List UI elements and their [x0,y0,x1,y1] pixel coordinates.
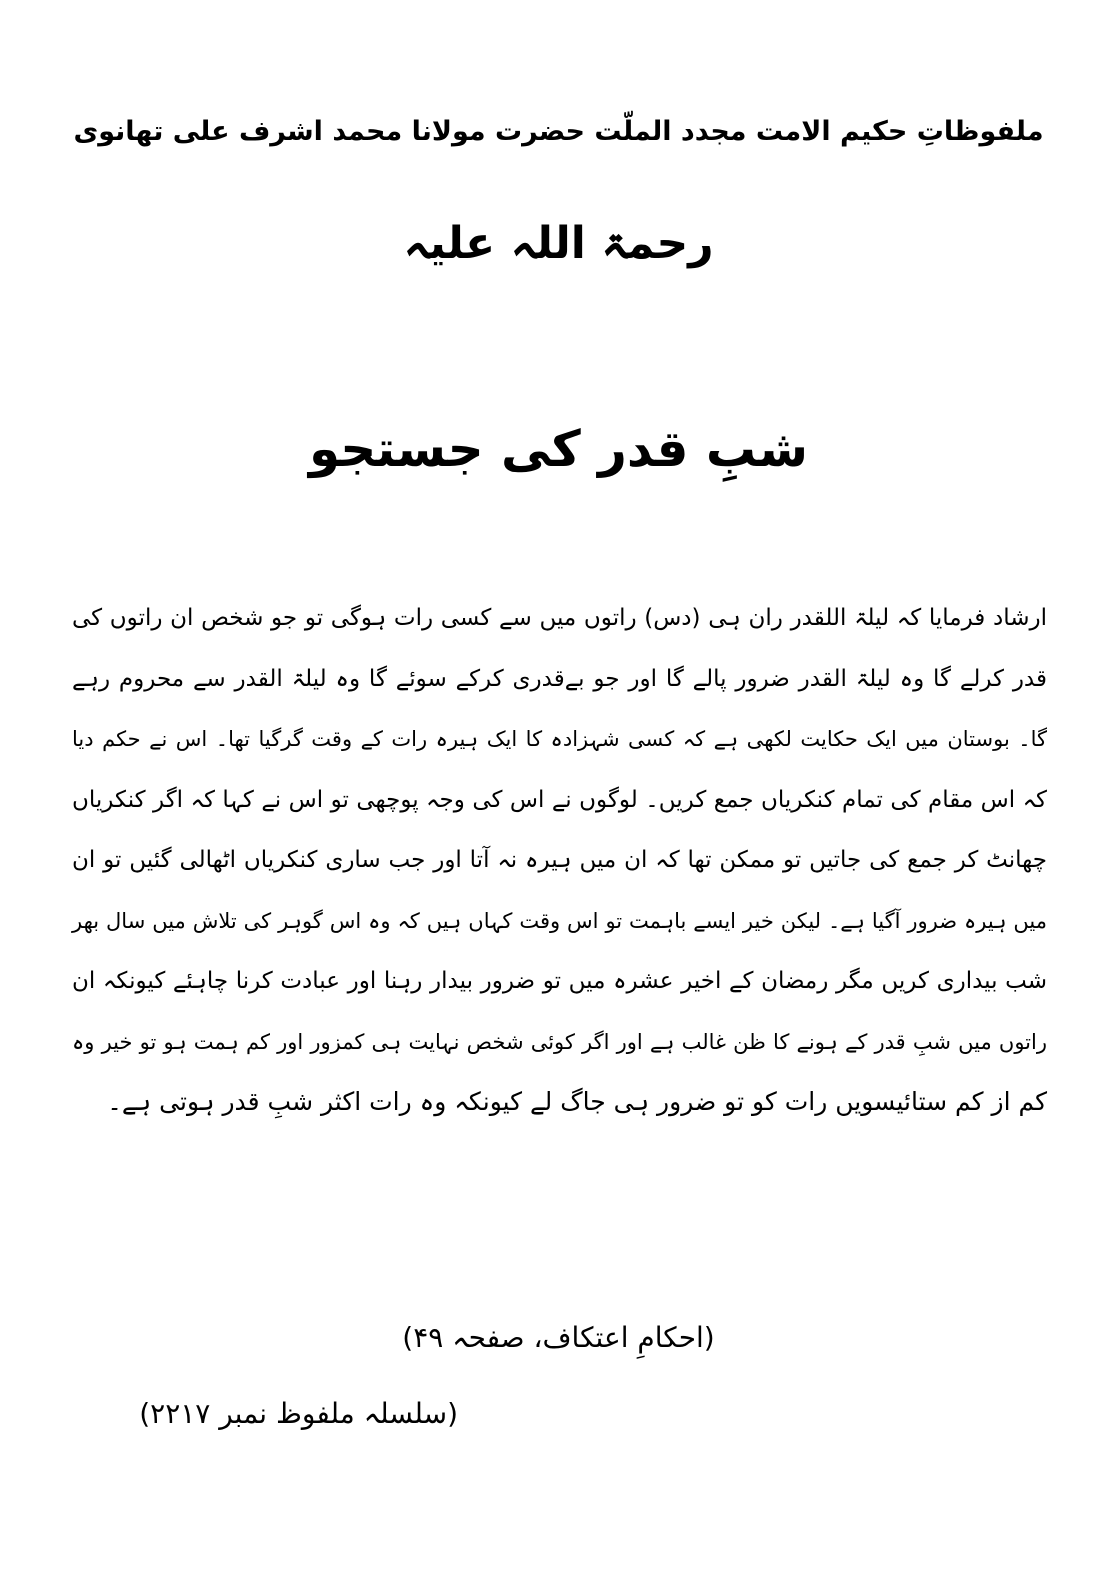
body-line: شب بیداری کریں مگر رمضان کے اخیر عشرہ میں تو ضرور بیدار رہنا اور عبادت کرنا چاہئے کیونکہ ان [72,968,1047,994]
body-line: ارشاد فرمایا کہ لیلۃ اللقدر ران ہی (دس) راتوں میں سے کسی رات ہوگی تو جو شخص ان راتوں کی [72,605,1047,631]
body-line: کہ اس مقام کی تمام کنکریاں جمع کریں۔ لوگوں نے اس کی وجہ پوچھی تو اس نے کہا کہ اگر کنکریاں [72,786,1047,813]
body-line: گا۔ بوستان میں ایک حکایت لکھی ہے کہ کسی شہزادہ کا ایک ہیرہ رات کے وقت گرگیا تھا۔ اس نے حکم دیا [72,727,1047,751]
article-heading: شبِ قدر کی جستجو [308,420,809,478]
page-title: ملفوظاتِ حکیم الامت مجدد الملّت حضرت مولانا محمد اشرف علی تھانوی [73,116,1044,147]
source-reference: (احکامِ اعتکاف، صفحہ ۴۹) [402,1321,715,1354]
body-line: چھانٹ کر جمع کی جاتیں تو ممکن تھا کہ ان میں ہیرہ نہ آتا اور جب ساری کنکریاں اٹھالی گئیں تو ان [72,847,1047,873]
body-line: میں ہیرہ ضرور آگیا ہے۔ لیکن خیر ایسے باہمت تو اس وقت کہاں ہیں کہ وہ اس گوہر کی تلاش میں سال بھر [72,908,1047,933]
body-line: کم از کم ستائیسویں رات کو تو ضرور ہی جاگ لے کیونکہ وہ رات اکثر شبِ قدر ہوتی ہے۔ [107,1087,1047,1116]
article-body [72,588,1047,1133]
body-line: قدر کرلے گا وہ لیلۃ القدر ضرور پالے گا اور جو بےقدری کرکے سوئے گا وہ لیلۃ القدر سے محروم رہے [72,665,1047,692]
page-title-honorific: رحمۃ اللہ علیہ [403,218,714,269]
body-line: راتوں میں شبِ قدر کے ہونے کا ظن غالب ہے اور اگر کوئی شخص نہایت ہی کمزور اور کم ہمت ہو تو خیر وہ [72,1029,1047,1054]
series-number: (سلسلہ ملفوظ نمبر ۲۲۱۷) [139,1397,458,1430]
